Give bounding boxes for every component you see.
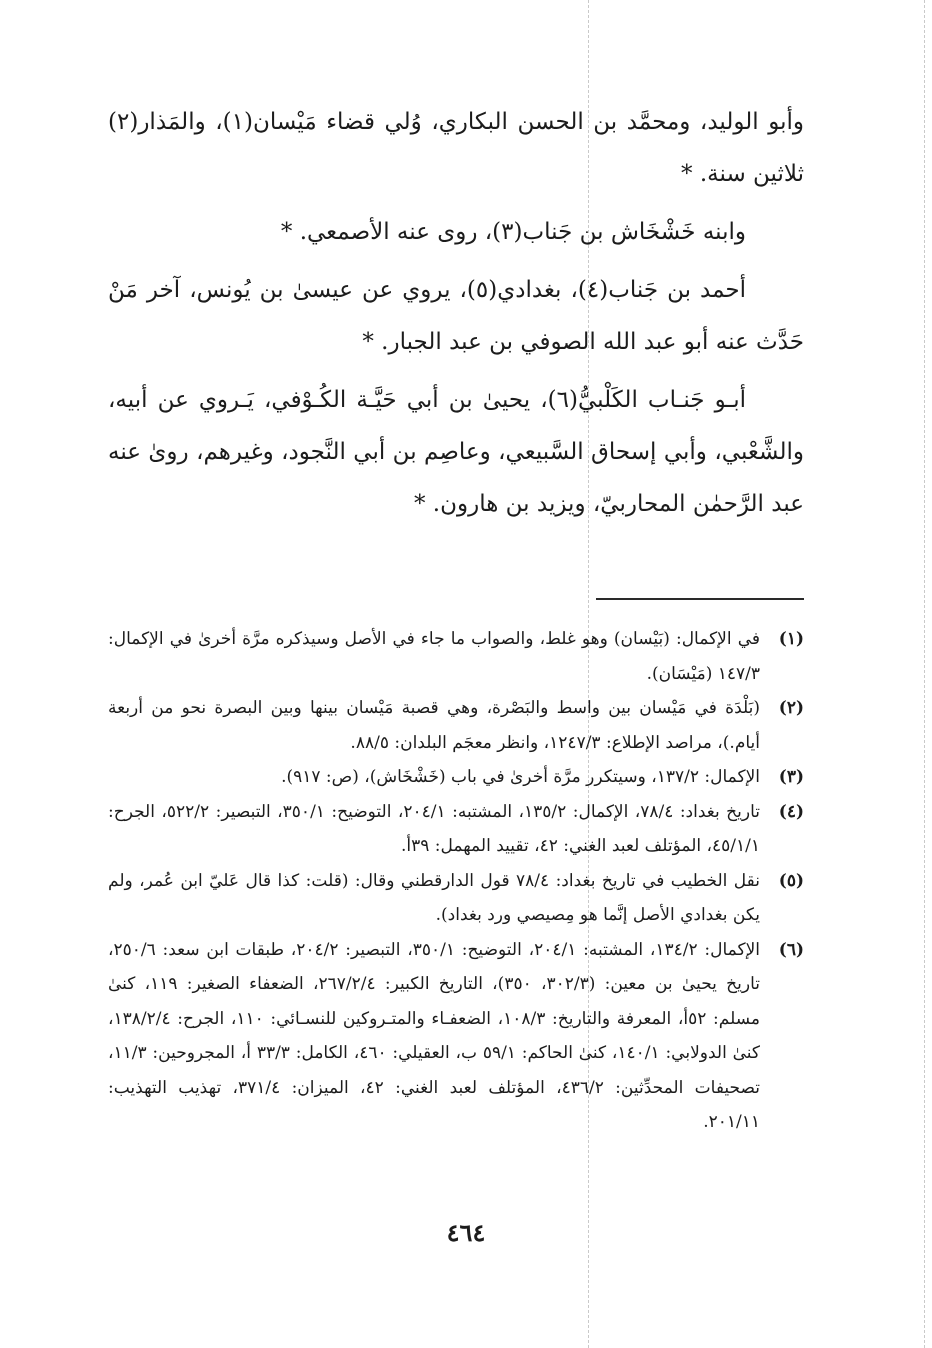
footnote-number: (٦) <box>778 939 804 960</box>
footnote-number: (٢) <box>778 698 804 718</box>
footnote-item <box>108 933 804 1140</box>
paragraph: أبـو جَنـاب الكَلْبيُّ(٦)، يحيىٰ بن أبي حَيَّـة الكُـوْفي، يَـروي عن أبيه، والشَّعْبي، وأبي إسحاق السَّبيعي، وعاصِم بن أبي النَّجود، وغيرهم، روىٰ عنه عبد الرَّحمٰن المحاربيّ، ويزيد بن هارون. * <box>108 387 804 517</box>
paragraph: وأبو الوليد، ومحمَّد بن الحسن البكاري، وُلي قضاء مَيْسان(١)، والمَذار(٢) ثلاثين سنة. * <box>108 109 804 187</box>
footnote-number: (٥) <box>778 870 804 891</box>
footnote-number: (٣) <box>778 767 804 787</box>
footnote-text: نقل الخطيب في تاريخ بغداد: ٧٨/٤ قول الدارقطني وقال: (قلت: كذا قال عَليّ ابن عُمر، ولم يكن بغدادي الأصل إنَّما هو مِصيصي ورد بغداد). <box>108 870 761 925</box>
footnote-text: الإكمال: ١٣٤/٢، المشتبه: ٢٠٤/١، التوضيح: ٣٥٠/١، التبصير: ٢٠٤/٢، طبقات ابن سعد: ٢٥٠/٦، تاريخ يحيىٰ بن معين: (٣٠٢/٣، ٣٥٠)، التاريخ الكبير: ٢٦٧/٢/٤، الضعفاء الصغير: ١١٩، كنىٰ مسلم: ٥٢أ، المعرفة والتاريخ: ١٠٨/٣، الضعفـاء والمتـروكين للنسـائي: ١١٠، الجرح: ١٣٨/٢/٤، كنىٰ الدولابي: ١٤٠/١، كنىٰ الحاكم: ٥٩/١ ب، العقيلي: ٤٦٠، الكامل: ٣٣/٣ أ، المجروحين: ١١/٣، تصحيفات المحدِّثين: ٤٣٦/٢، المؤتلف لعبد الغني: ٤٢، الميزان: ٣٧١/٤، تهذيب التهذيب: ٢٠١/١١. <box>108 939 761 1132</box>
footnotes <box>108 622 804 1140</box>
footnote-text: في الإكمال: (بَيْسان) وهو غلط، والصواب ما جاء في الأصل وسيذكره مرَّة أخرىٰ في الإكمال: ١٤٧/٣ (مَيْسَان). <box>108 629 760 684</box>
footnote-text: (بَلْدَة في مَيْسان بين واسط والبَصْرة، وهي قصبة مَيْسان بينها وبين البصرة نحو من أربعة أيام.)، مراصد الإطلاع: ١٢٤٧/٣، وانظر معجَم البلدان: ٨٨/٥. <box>108 698 760 753</box>
paragraph: وابنه خَشْخَاش بن جَناب(٣)، روى عنه الأصمعي. * <box>280 219 746 245</box>
footnote-item <box>108 622 804 691</box>
scan-edge-line <box>924 0 925 1348</box>
footnote-item <box>108 691 804 760</box>
footnote-number: (٤) <box>778 801 804 822</box>
footnote-text: الإكمال: ١٣٧/٢، وسيتكرر مرَّة أخرىٰ في باب (خَشْخَاش)، (ص: ٩١٧). <box>281 767 760 787</box>
footnote-item <box>108 864 804 933</box>
footnote-number: (١) <box>778 629 804 649</box>
page-content <box>108 96 804 1140</box>
footnote-item <box>108 760 804 795</box>
page-number: ٤٦٤ <box>446 1218 486 1247</box>
main-text <box>108 96 804 530</box>
footnote-divider <box>596 598 804 600</box>
footnote-item <box>108 795 804 864</box>
paragraph: أحمد بن جَناب(٤)، بغدادي(٥)، يروي عن عيسىٰ بن يُونس، آخر مَنْ حَدَّث عنه أبو عبد الله الصوفي بن عبد الجبار. * <box>108 277 804 355</box>
footnote-text: تاريخ بغداد: ٧٨/٤، الإكمال: ١٣٥/٢، المشتبه: ٢٠٤/١، التوضيح: ٣٥٠/١، التبصير: ٥٢٢/٢، الجرح: ٤٥/١/١، المؤتلف لعبد الغني: ٤٢، تقييد المهمل: ٣٩أ. <box>108 801 760 856</box>
